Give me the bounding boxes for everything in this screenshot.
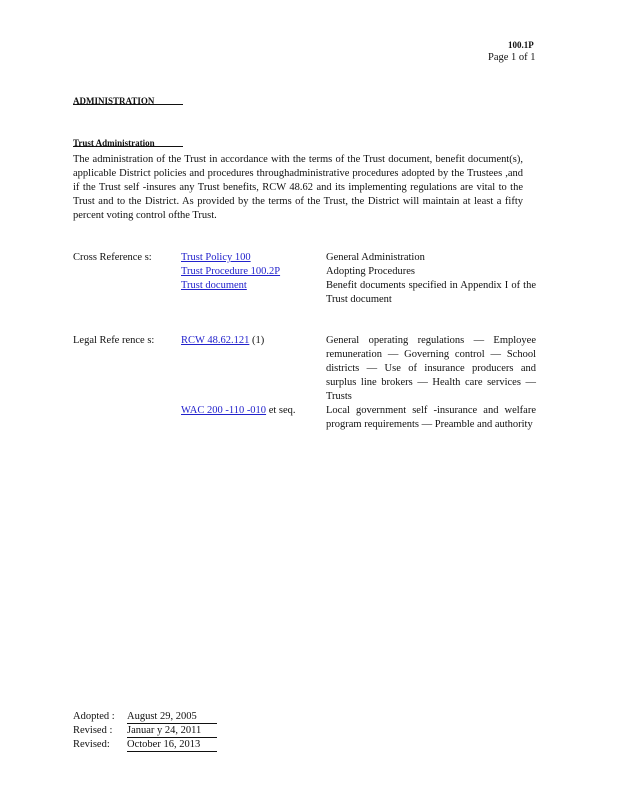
cross-reference-link-row [181,279,321,293]
cross-reference-link-row [181,251,321,265]
revision-date-underline [127,751,217,752]
trust-document-link[interactable]: Trust document [181,280,247,291]
adoption-label: Adopted : [73,711,115,722]
page-info: Page 1 of 1 [488,52,536,63]
rcw-link[interactable]: RCW 48.62.121 [181,335,250,346]
link-suffix: (1) [249,335,265,346]
adoption-row [73,710,197,724]
cross-reference-description [326,265,536,279]
wac-link[interactable]: WAC 200 -110 -010 [181,405,267,416]
cross-reference-label: Cross Reference s: [73,252,152,263]
cross-reference-description [326,279,536,307]
cross-reference-description-text: General Administration [326,252,425,263]
subsection-heading: Trust Administration [73,138,155,148]
revision-date: October 16, 2013 [127,739,201,750]
cross-reference-description-text: Adopting Procedures [326,266,415,277]
revision-label: Revised: [73,739,110,750]
cross-reference-link-row [181,265,321,279]
section-heading: ADMINISTRATION [73,96,155,106]
cross-reference-description-text: Benefit documents specified in Appendix I of the Trust document [326,280,536,305]
legal-reference-description-text: General operating regulations — Employee remuneration — Governing control — School districts — Use of insurance producers and surplus line brokers — Health care services — Trusts [326,335,536,402]
policy-number: 100.1P [508,40,534,50]
section-heading-underline [73,104,183,105]
revision-row [73,738,201,752]
revision-date: Januar y 24, 2011 [127,725,202,736]
trust-procedure-link[interactable]: Trust Procedure 100.2P [181,266,281,277]
legal-reference-description [326,334,536,404]
trust-policy-link[interactable]: Trust Policy 100 [181,252,251,263]
legal-reference-description [326,404,536,432]
revision-row [73,724,202,738]
adoption-date: August 29, 2005 [127,711,197,722]
legal-reference-label: Legal Refe rence s: [73,335,155,346]
revision-label: Revised : [73,725,113,736]
cross-reference-description [326,251,536,265]
legal-reference-description-text: Local government self -insurance and welfare program requirements — Preamble and authority [326,405,536,430]
legal-reference-link-row [181,404,321,418]
body-paragraph [73,153,523,223]
link-suffix: et seq. [266,405,296,416]
body-paragraph-text: The administration of the Trust in accordance with the terms of the Trust document, benefit document(s), applicable District policies and procedures throughadministrative procedures adopted by the Trustees ,and if the Trust self -insures any Trust benefits, RCW 48.62 and its implementing regulations are vital to the Trust and to the District. As provided by the terms of the Trust, the District will maintain at least a fifty percent voting control ofthe Trust. [73,154,523,221]
subsection-heading-underline [73,146,183,147]
legal-reference-link-row [181,334,321,348]
